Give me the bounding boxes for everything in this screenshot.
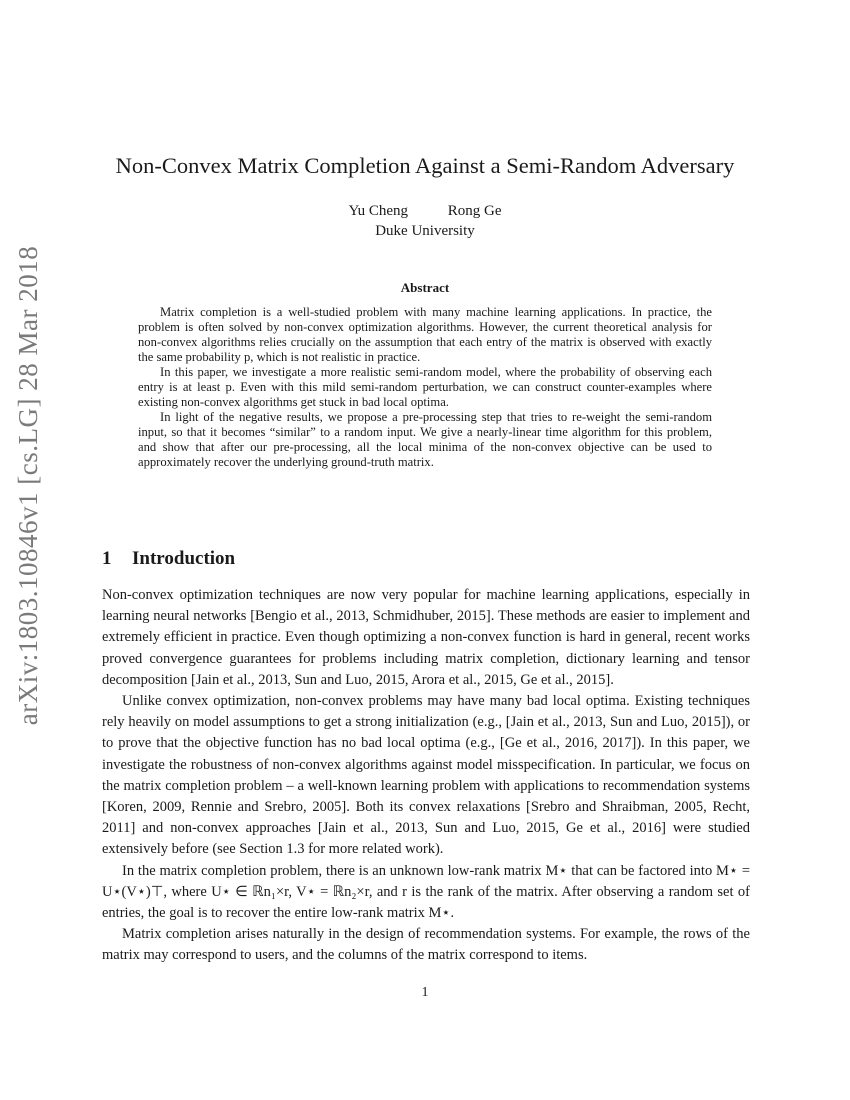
body-text (102, 585, 750, 967)
page-number: 1 (421, 985, 429, 1000)
section-title: Introduction (132, 548, 236, 569)
body-paragraph: Non-convex optimization techniques are now very popular for machine learning applications, especially in learning neural networks [Bengio et al., 2013, Schmidhuber, 2015]. These methods are easier to implement and extremely efficient in practice. Even though optimizing a non-convex function is hard in general, recent works proved convergence guarantees for problems including matrix completion, dictionary learning and tensor decomposition [Jain et al., 2013, Sun and Luo, 2015, Arora et al., 2015, Ge et al., 2015]. (102, 587, 750, 688)
abstract-paragraph: In light of the negative results, we propose a pre-processing step that tries to re-weight the semi-random input, so that it becomes “similar” to a random input. We give a nearly-linear time algorithm for this problem, and show that after our pre-processing, all the local minima of the non-convex objective can be used to approximately recover the underlying ground-truth matrix. (138, 410, 712, 469)
author-block (0, 203, 850, 240)
author-names (0, 203, 850, 220)
section-heading (102, 548, 235, 570)
author-name: Yu Cheng (348, 203, 409, 219)
abstract (138, 280, 712, 470)
body-paragraph: Unlike convex optimization, non-convex problems may have many bad local optima. Existing techniques rely heavily on model assumptions to get a strong initialization (e.g., [Jain et al., 2013, Sun and Luo, 2015]), or to prove that the objective function has no bad local optima (e.g., [Ge et al., 2016, 2017]). In this paper, we investigate the robustness of non-convex algorithms against model misspecification. In particular, we focus on the matrix completion problem – a well-known learning problem with applications to recommendation systems [Koren, 2009, Rennie and Srebro, 2005]. Both its convex relaxations [Srebro and Shraibman, 2005, Recht, 2011] and non-convex approaches [Jain et al., 2013, Sun and Luo, 2015, Ge et al., 2016] were studied extensively before (see Section 1.3 for more related work). (102, 693, 750, 858)
paper-title: Non-Convex Matrix Completion Against a Semi-Random Adversary (115, 153, 735, 178)
abstract-paragraph: In this paper, we investigate a more realistic semi-random model, where the probability of observing each entry is at least p. Even with this mild semi-random perturbation, we can construct counter-examples where existing non-convex algorithms get stuck in bad local optima. (138, 365, 712, 409)
author-affiliation: Duke University (375, 223, 475, 239)
body-paragraph: In the matrix completion problem, there is an unknown low-rank matrix M⋆ that can be factored into M⋆ = U⋆(V⋆)⊤, where U⋆ ∈ ℝn₁×r, V⋆ = ℝn₂×r, and r is the rank of the matrix. After observing a random set of entries, the goal is to recover the entire low-rank matrix M⋆. (102, 862, 750, 922)
arxiv-identifier-text: arXiv:1803.10846v1 [cs.LG] 28 Mar 2018 (13, 245, 44, 725)
body-paragraph: Matrix completion arises naturally in the design of recommendation systems. For example, the rows of the matrix may correspond to users, and the columns of the matrix correspond to items. (102, 926, 750, 964)
arxiv-identifier-stamp (4, 245, 54, 725)
section-number: 1 (102, 548, 112, 569)
author-name: Rong Ge (447, 203, 502, 219)
abstract-paragraph: Matrix completion is a well-studied problem with many machine learning applications. In practice, the problem is often solved by non-convex optimization algorithms. However, the current theoretical analysis for non-convex algorithms relies crucially on the assumption that each entry of the matrix is observed with exactly the same probability p, which is not realistic in practice. (138, 305, 712, 364)
abstract-heading: Abstract (400, 280, 450, 295)
